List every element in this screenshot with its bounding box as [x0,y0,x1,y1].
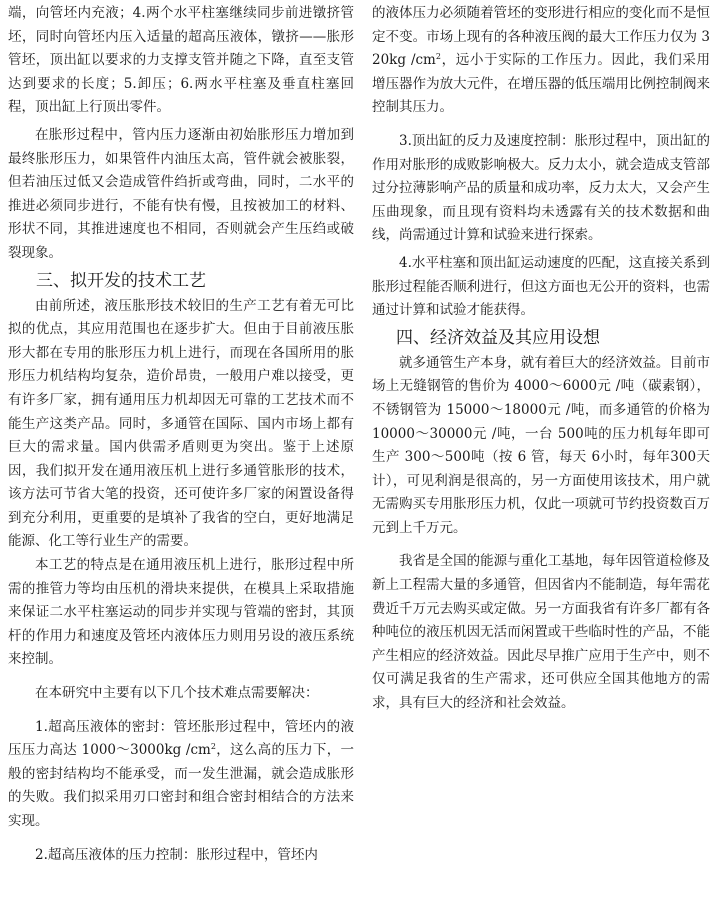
process-steps-paragraph: 端，向管坯内充液；4.两个水平柱塞继续同步前进镦挤管坯，同时向管坯内压入适量的超高压液体，镦挤——胀形管坯，顶出缸以要求的力支撑支管并随之下降，直至支管达到要求的长度；5.卸压；6.两水平柱塞及垂直柱塞回程，顶出缸上行顶出零件。 [8,5,354,116]
difficulty-1-sealing-paragraph: 1.超高压液体的密封：管坯胀形过程中，管坯内的液压压力高达 1000～3000kg $/cm^2$，这么高的压力下，一般的密封结构均不能承受，而一发生泄漏，就会造成胀形的失败。我们拟采用刃口密封和组合密封相结合的方法来实现。 [8,718,354,829]
section-heading-technology: 三、拟开发的技术工艺 [36,270,206,291]
difficulty-4-speed-matching-paragraph: 4.水平柱塞和顶出缸运动速度的匹配，这直接关系到胀形过程能否顺利进行，但这方面也无公开的资料，也需通过计算和试验才能获得。 [372,254,710,319]
section-heading-economics: 四、经济效益及其应用设想 [396,327,600,348]
difficulties-intro-paragraph: 在本研究中主要有以下几个技术难点需要解决： [35,685,319,702]
left-column [8,2,354,867]
economic-benefit-paragraph: 就多通管生产本身，就有着巨大的经济效益。目前市场上无缝钢管的售价为 4000～6000元 /吨（碳素钢），不锈钢管为 15000～18000元 /吨，而多通管的价格为 10000～30000元 /吨，一台 500吨的压力机每年即可生产 300～500吨（按 6 管，每天 6小时，每年300天计），可见利润是很高的，另一方面使用该技术，用户就无需购买专用胀形压力机，仅此一项就可节约投资数百万元到上千万元。 [372,354,710,536]
pressure-control-continued-paragraph: 的液体压力必须随着管坯的变形进行相应的变化而不是恒定不变。市场上现有的各种液压阀的最大工作压力仅为 320kg $/cm^2$，远小于实际的工作压力。因此，我们采用增压器作为放大元件，在增压器的低压端用比例控制阀来控制其压力。 [372,5,711,116]
bulging-pressure-paragraph: 在胀形过程中，管内压力逐渐由初始胀形压力增加到最终胀形压力，如果管件内油压太高，管件就会被胀裂，但若油压过低又会造成管件绉折或弯曲，同时，二水平的推进必须同步进行，不能有快有慢，且按被加工的材料、形状不同，其推进速度也不相同，否则就会产生压绉或破裂现象。 [8,126,354,261]
technology-rationale-paragraph: 由前所述，液压胀形技术较旧的生产工艺有着无可比拟的优点，其应用范围也在逐步扩大。但由于目前液压胀形大都在专用的胀形压力机上进行，而现在各国所用的胀形压力机结构均复杂，造价昂贵，一般用户难以接受，更有许多厂家，拥有通用压力机却因无可靠的工艺技术而不能生产这类产品。同时，多通管在国际、国内市场上都有巨大的需求量。国内供需矛盾则更为突出。鉴于上述原因，我们拟开发在通用液压机上进行多通管胀形的技术，该方法可节省大笔的投资，还可使许多厂家的闲置设备得到充分利用，更重要的是填补了我省的空白，更好地满足能源、化工等行业生产的需要。 [8,297,354,550]
difficulty-3-ejector-paragraph: 3.顶出缸的反力及速度控制：胀形过程中，顶出缸的作用对胀形的成败影响极大。反力太小，就会造成支管部过分拉薄影响产品的质量和成功率，反力太大，又会产生压曲现象，而且现有资料均未透露有关的技术数据和曲线，尚需通过计算和试验来进行探索。 [372,132,710,244]
process-features-paragraph: 本工艺的特点是在通用液压机上进行，胀形过程中所需的推管力等均由压机的滑块来提供，在模具上采取措施来保证二水平柱塞运动的同步并实现与管端的密封，其顶杆的作用力和速度及管坯内液体压力则用另设的液压系统来控制。 [8,557,354,668]
difficulty-2-pressure-control-paragraph: 2.超高压液体的压力控制：胀形过程中，管坯内 [35,846,318,863]
right-column [372,2,710,716]
provincial-application-paragraph: 我省是全国的能源与重化工基地，每年因管道检修及新上工程需大量的多通管，但因省内不能制造，每年需花费近千万元去购买或定做。另一方面我省有许多厂都有各种吨位的液压机因无活而闲置或干些临时性的产品，不能产生相应的经济效益。因此尽早推广应用于生产中，则不仅可满足我省的生产需求，还可供应全国其他地方的需求，具有巨大的经济和社会效益。 [372,553,710,712]
